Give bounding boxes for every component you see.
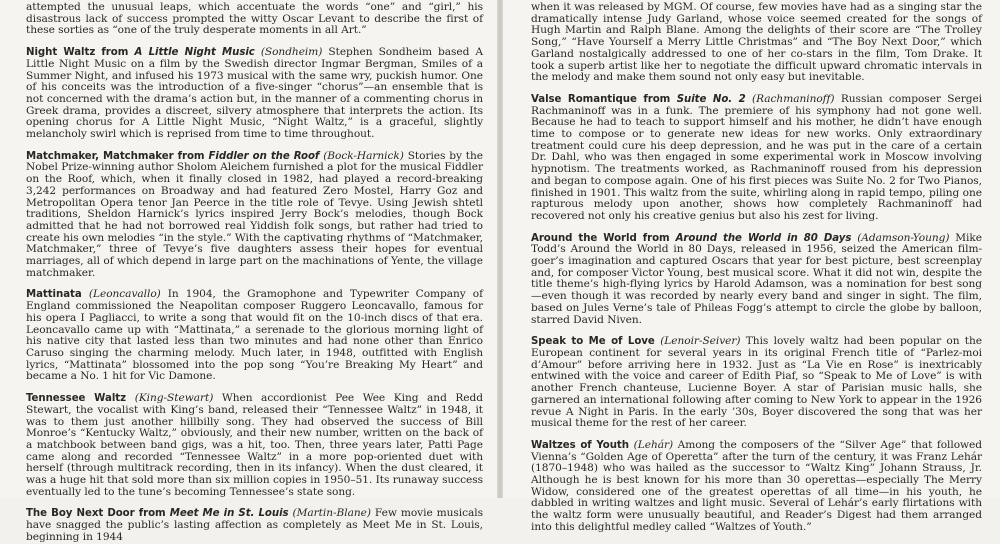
entry-body: In 1904, the Gramophone and Typewriter Company of England commissioned the Neapolitan composer Ruggero Leoncavallo, famous for his opera I Pagliacci, to write a song that would fit on the 10-inch discs of that era. Leoncavallo came up with “Mattinata,” a serenade to the glorious morning light of his native city that lasted less than two minutes and had none other than Enrico Caruso singing the charming melody. Much later, in 1948, outfitted with English lyrics, “Mattinata” blossomed into the pop song “You’re Breaking My Heart” and became a No. 1 hit for Vic Damone. xyxy=(26,288,483,383)
entry-boy-next-door xyxy=(26,508,483,543)
left-page xyxy=(0,0,497,543)
entry-mattinata xyxy=(26,289,483,383)
composer-credit: (Lenoir-Seiver) xyxy=(660,335,741,348)
intro-paragraph: when it was released by MGM. Of course, few movies have had as a singing star the dramatically intense Judy Garland, whose voice seemed created for the songs of Hugh Martin and Ralph Blane. Among the delights of their score are “The Trolley Song,” “Have Yourself a Merry Little Christmas” and “The Boy Next Door,” which Garland nostalgically addressed to one of her co-stars in the film, Tom Drake. It took a superb artist like her to negotiate the difficult upward chromatic intervals in the melody and make them sound not only easy but inevitable. xyxy=(531,1,982,84)
entry-around-the-world xyxy=(531,233,982,327)
composer-credit: (Leoncavallo) xyxy=(88,288,161,301)
entry-body: This lovely waltz had been popular on the European continent for several years in its original French title of “Parlez-moi d’Amour” before arriving here in 1932. Just as “La Vie en Rose” is inextricably entwined with the voice and career of Edith Piaf, so “Speak to Me of Love” is with another French chanteuse, Lucienne Boyer. A star of Parisian music halls, she garnered an international following after coming to New York to appear in the 1926 revue A Night in Paris. In the early ’30s, Boyer discovered the song that was her musical theme for the rest of her career. xyxy=(531,335,983,430)
entry-body: Stories by the Nobel Prize-winning author Sholom Aleichem furnished a plot for the musical Fiddler on the Roof, which, when it finally closed in 1982, had played a record-breaking 3,242 performances on Broadway and had featured Zero Mostel, Harry Goz and Metropolitan Opera tenor Jan Peerce in the title role of Tevye. Using Jewish shtetl traditions, Sheldon Harnick’s lyrics inspired Jerry Bock’s melodies, though Bock admitted that he had not borrowed real Yiddish folk songs, but rather had tried to create his own melodies “in the style.” With the captivating rhythms of “Matchmaker, Matchmaker,” three of Tevye’s five daughters assess their hopes for eventual marriages, all of which depend in large part on the machinations of Yente, the village matchmaker. xyxy=(26,149,483,279)
entry-speak-to-me-of-love xyxy=(531,336,982,430)
entry-title: The Boy Next Door from Meet Me in St. Louis xyxy=(26,508,289,520)
entry-body: Russian composer Sergei Rachmaninoff was in a funk. The premiere of his symphony had not gone well. Because he had to teach to support himself and his mother, he didn’t have enough time to compose or to generate new ideas for new works. Only extraordinary treatment could cure his deep depression, and he was put in the care of a certain Dr. Dahl, who was then engaged in some experimental work in Moscow involving hypnotism. The treatments worked, as Rachmaninoff roused from his depression and began to compose again. One of his first pieces was Suite No. 2 for Two Pianos, finished in 1901. This waltz from the suite, whirling along in rapid tempo, piling one rapturous melody upon another, shows how completely Rachmaninoff had recovered not only his creative genius but also his zest for living. xyxy=(531,92,982,222)
composer-credit: (Bock-Harnick) xyxy=(323,149,404,162)
right-page xyxy=(503,0,1000,533)
entry-tennessee-waltz xyxy=(26,393,483,498)
entry-body: When accordionist Pee Wee King and Redd Stewart, the vocalist with King’s band, released their “Tennessee Waltz” in 1948, it was to them just another hillbilly song. They had observed the success of Bill Monroe’s “Kentucky Waltz,” obviously, and their new number, written on the back of a matchbook between band gigs, was a hit, too. Then, three years later, Patti Page came along and recorded “Tennessee Waltz” in a more pop-oriented duet with herself (through multitrack recording, then in its infancy). When the dust cleared, it was a huge hit that sold more than six million copies in 1950–51. Its runaway success eventually led to the tune’s becoming Tennessee’s state song. xyxy=(26,392,483,498)
composer-credit: (Lehár) xyxy=(633,438,674,451)
entry-title: Night Waltz from A Little Night Music xyxy=(26,47,255,59)
entry-body: Mike Todd’s Around the World in 80 Days, released in 1956, seized the American film-goer’s imagination and captured Oscars that year for best picture, best screenplay and, for composer Victor Young, best musical score. What it did not win, despite the title theme’s high-flying lyrics by Harold Adamson, was a nomination for best song—even though it was recorded by nearly every band and singer in sight. The film, based on Jules Verne’s tale of Phileas Fogg’s attempt to circle the globe by balloon, starred David Niven. xyxy=(531,231,982,326)
entry-night-waltz xyxy=(26,47,483,141)
entry-title: Mattinata xyxy=(26,289,89,301)
entry-body: Few movie musicals have snagged the public’s lasting affection as completely as Meet Me in St. Louis, beginning in 1944 xyxy=(26,507,483,543)
composer-credit: (King-Stewart) xyxy=(134,392,214,405)
entry-title: Waltzes of Youth xyxy=(531,439,634,451)
composer-credit: (Sondheim) xyxy=(260,46,323,59)
entry-title: Tennessee Waltz xyxy=(26,393,135,405)
entry-title: Speak to Me of Love xyxy=(531,336,661,348)
intro-paragraph: attempted the unusual leaps, which accentuate the words “one” and “girl,” his disastrous lack of success prompted the witty Oscar Levant to describe the first of these sorties as “one of the truly desperate moments in all Art.” xyxy=(26,1,483,37)
entry-body: Stephen Sondheim based A Little Night Music on a film by the Swedish director Ingmar Bergman, Smiles of a Summer Night, and infused his 1973 musical with the same wry, puckish humor. One of his conceits was the introduction of a five-singer “chorus”—an ensemble that is not concerned with the drama’s action but, in the manner of a commenting chorus in Greek drama, provides a discreet, silvery atmosphere that interprets the action. Its opening chorus for A Little Night Music, “Night Waltz,” is a graceful, slightly melancholy swirl which is reprised from time to time throughout. xyxy=(26,46,483,141)
entry-waltzes-of-youth xyxy=(531,440,982,534)
entry-body: Among the composers of the “Silver Age” that followed Vienna’s “Golden Age of Operetta” after the turn of the century, it was Franz Lehár (1870–1948) who was hailed as the successor to “Waltz King” Johann Strauss, Jr. Although he is best known for his more than 30 operettas—especially The Merry Widow, considered one of the greatest operettas of all time—in his youth, he dabbled in writing waltzes and light music. Several of Lehár’s early flirtations with the waltz form were unusually beautiful, and Reader’s Digest had them arranged into this delightful medley called “Waltzes of Youth.” xyxy=(531,438,982,533)
entry-valse-romantique xyxy=(531,94,982,223)
composer-credit: (Martin-Blane) xyxy=(292,507,371,520)
entry-title: Valse Romantique from Suite No. 2 xyxy=(531,93,746,105)
entry-title: Around the World from Around the World in 80 Days xyxy=(531,232,852,244)
entry-title: Matchmaker, Matchmaker from Fiddler on the Roof xyxy=(26,150,320,162)
entry-matchmaker xyxy=(26,151,483,280)
composer-credit: (Adamson-Young) xyxy=(857,231,950,244)
composer-credit: (Rachmaninoff) xyxy=(752,92,835,105)
